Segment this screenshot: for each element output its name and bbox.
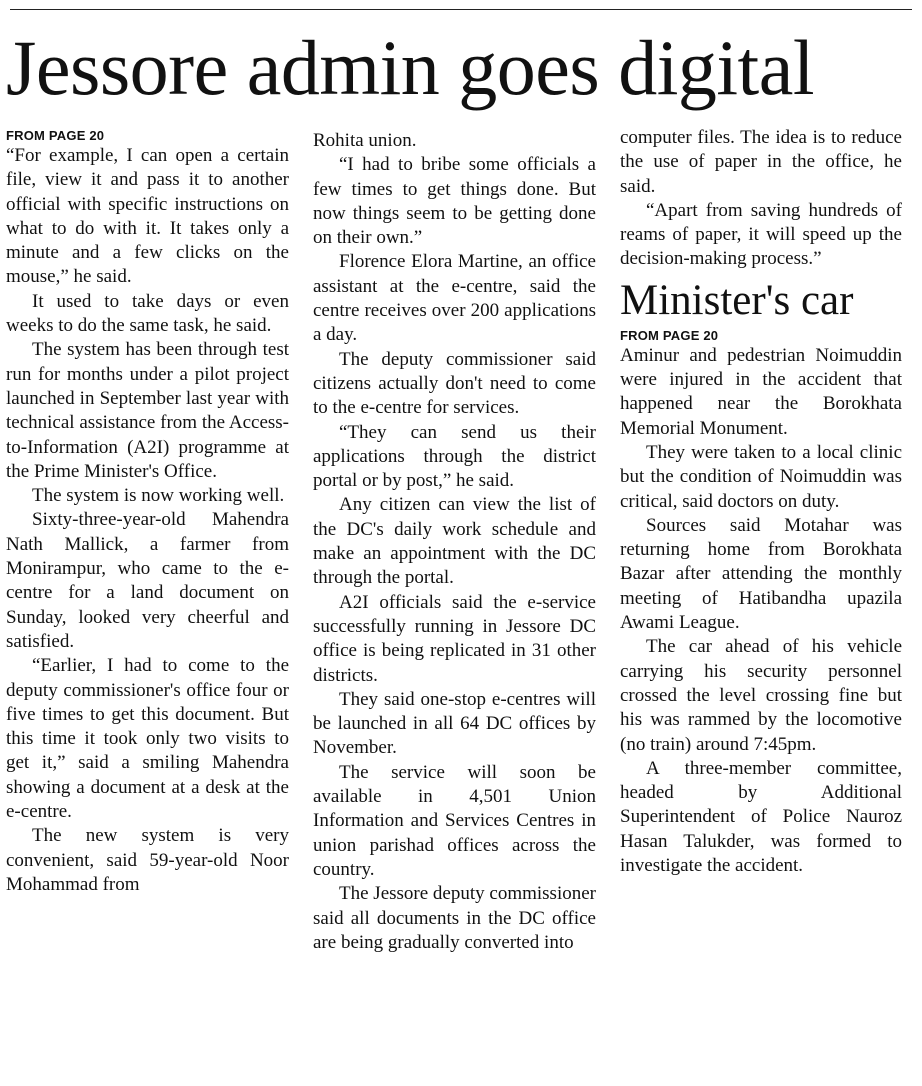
top-rule-divider (10, 9, 912, 10)
article-paragraph: The system has been through test run for months under a pilot project launched in September last year with technical assistance from the Access-to-Information (A2I) programme at the Prime Minister's Office. (6, 339, 289, 482)
article-column-1 (6, 126, 289, 897)
article-paragraph: “I had to bribe some officials a few times to get things done. But now things seem to be getting done on their own.” (313, 154, 596, 249)
article-paragraph: It used to take days or even weeks to do the same task, he said. (6, 290, 289, 337)
article-paragraph: They said one-stop e-centres will be launched in all 64 DC offices by November. (313, 688, 596, 759)
article-paragraph: The system is now working well. (32, 485, 285, 507)
article-paragraph: Sixty-three-year-old Mahendra Nath Mallick, a farmer from Monirampur, who came to the e-centre for a land document on Sunday, looked very cheerful and satisfied. (6, 509, 289, 652)
article-paragraph: The service will soon be available in 4,501 Union Information and Services Centres in union parishad offices across the country. (313, 761, 596, 880)
second-article-dateline: FROM PAGE 20 (620, 327, 719, 343)
article-dateline: FROM PAGE 20 (6, 128, 105, 143)
article-paragraph: The deputy commissioner said citizens actually don't need to come to the e-centre for services. (313, 348, 596, 419)
article-paragraph: Rohita union. (313, 130, 417, 151)
second-article-paragraph: A three-member committee, headed by Additional Superintendent of Police Nauroz Hasan Talukder, was formed to investigate the accident. (620, 757, 902, 877)
article-paragraph: The Jessore deputy commissioner said all documents in the DC office are being gradually converted into (313, 883, 596, 953)
article-paragraph: Any citizen can view the list of the DC's daily work schedule and make an appointment with the DC through the portal. (313, 494, 596, 589)
second-article-paragraph: They were taken to a local clinic but the condition of Noimuddin was critical, said doctors on duty. (620, 441, 902, 512)
article-column-3 (620, 126, 902, 878)
second-article-paragraph: Sources said Motahar was returning home from Borokhata Bazar after attending the monthly meeting of Hatibandha upazila Awami League. (620, 514, 902, 634)
article-paragraph: “Earlier, I had to come to the deputy commissioner's office four or five times to get this document. But this time it took only two visits to get it,” said a smiling Mahendra showing a document at a desk at the e-centre. (6, 655, 289, 823)
second-article-paragraph: Aminur and pedestrian Noimuddin were injured in the accident that happened near the Borokhata Memorial Monument. (620, 344, 902, 439)
article-paragraph: A2I officials said the e-service successfully running in Jessore DC office is being replicated in 31 other districts. (313, 591, 596, 686)
article-headline: Jessore admin goes digital (6, 24, 815, 111)
article-paragraph: “For example, I can open a certain file, view it and pass it to another official with specific instructions on what to do with it. It takes only a minute and a few clicks on the mouse,” he said. (6, 145, 289, 288)
article-paragraph: computer files. The idea is to reduce the use of paper in the office, he said. (620, 127, 902, 197)
article-paragraph: “They can send us their applications through the district portal or by post,” he said. (313, 421, 596, 492)
article-paragraph: The new system is very convenient, said 59-year-old Noor Mohammad from (6, 825, 289, 895)
article-paragraph: “Apart from saving hundreds of reams of paper, it will speed up the decision-making process.” (620, 199, 902, 270)
article-paragraph: Florence Elora Martine, an office assistant at the e-centre, said the centre receives over 200 applications a day. (313, 251, 596, 346)
article-column-2 (313, 129, 596, 955)
second-article-paragraph: The car ahead of his vehicle carrying his security personnel crossed the level crossing fine but his was rammed by the locomotive (no train) around 7:45pm. (620, 636, 902, 755)
second-article-headline: Minister's car (620, 276, 854, 324)
